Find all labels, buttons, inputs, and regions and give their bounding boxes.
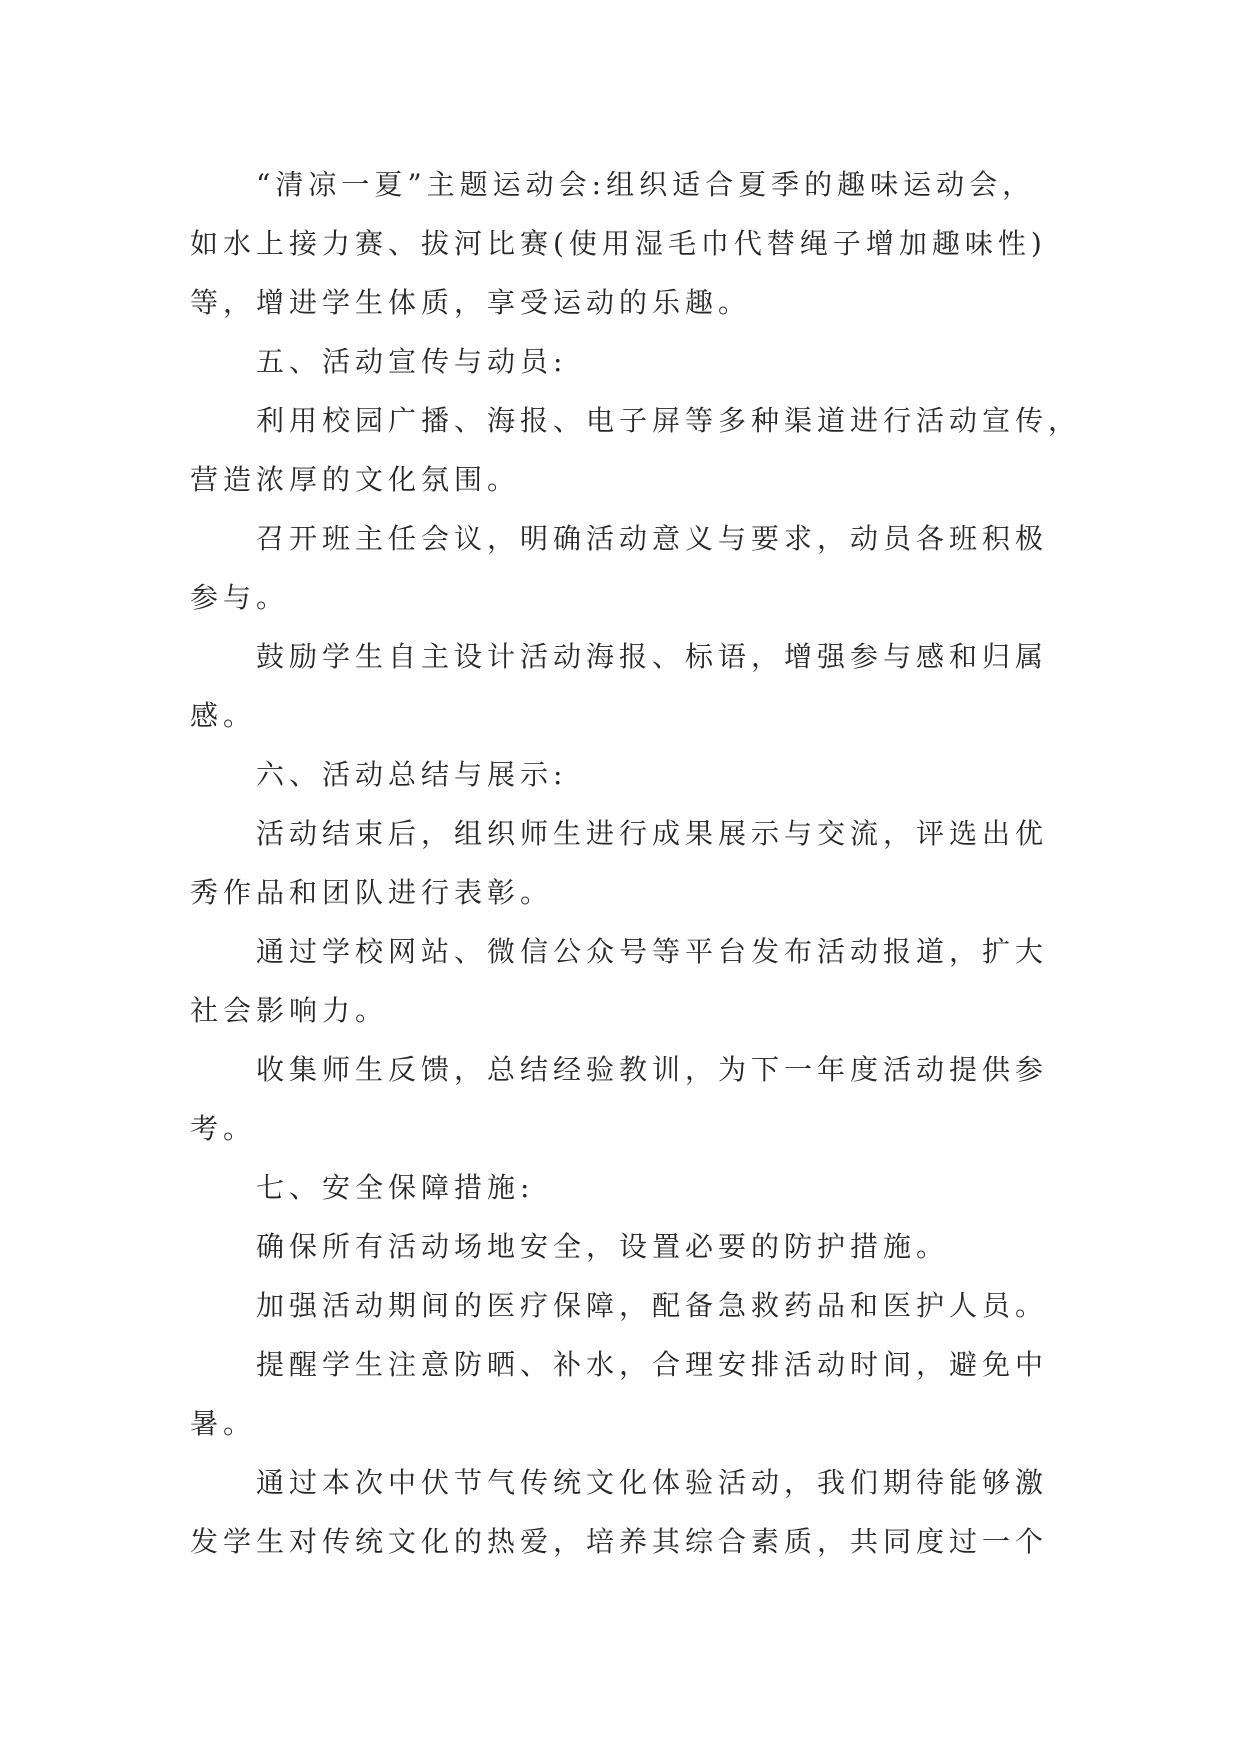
section-heading: 六、活动总结与展示: <box>256 758 568 791</box>
text-line: “清凉一夏”主题运动会:组织适合夏季的趣味运动会， <box>256 168 1036 201</box>
section-heading: 五、活动宣传与动员: <box>256 345 568 378</box>
text-line: 收集师生反馈，总结经验教训，为下一年度活动提供参 <box>256 1053 1049 1086</box>
text-line: 营造浓厚的文化氛围。 <box>190 463 521 496</box>
text-line: 鼓励学生自主设计活动海报、标语，增强参与感和归属 <box>256 640 1049 673</box>
text-line: 确保所有活动场地安全，设置必要的防护措施。 <box>256 1230 950 1263</box>
text-line: 等，增进学生体质，享受运动的乐趣。 <box>190 286 752 319</box>
text-line: 考。 <box>190 1112 257 1145</box>
text-line: 社会影响力。 <box>190 994 389 1027</box>
text-line: 秀作品和团队进行表彰。 <box>190 876 554 909</box>
text-line: 暑。 <box>190 1407 257 1440</box>
text-line: 发学生对传统文化的热爱，培养其综合素质，共同度过一个 <box>190 1525 1049 1558</box>
text-line: 通过学校网站、微信公众号等平台发布活动报道，扩大 <box>256 935 1049 968</box>
text-line: 参与。 <box>190 581 290 614</box>
text-line: 如水上接力赛、拔河比赛(使用湿毛巾代替绳子增加趣味性) <box>190 227 1047 260</box>
text-line: 利用校园广播、海报、电子屏等多种渠道进行活动宣传， <box>256 404 1082 437</box>
text-line: 感。 <box>190 699 257 732</box>
document-body <box>190 155 1082 1571</box>
section-heading: 七、安全保障措施: <box>256 1171 535 1204</box>
text-line: 活动结束后，组织师生进行成果展示与交流，评选出优 <box>256 817 1049 850</box>
text-line: 提醒学生注意防晒、补水，合理安排活动时间，避免中 <box>256 1348 1049 1381</box>
text-line: 通过本次中伏节气传统文化体验活动，我们期待能够激 <box>256 1466 1049 1499</box>
text-line: 加强活动期间的医疗保障，配备急救药品和医护人员。 <box>256 1289 1049 1322</box>
text-line: 召开班主任会议，明确活动意义与要求，动员各班积极 <box>256 522 1049 555</box>
